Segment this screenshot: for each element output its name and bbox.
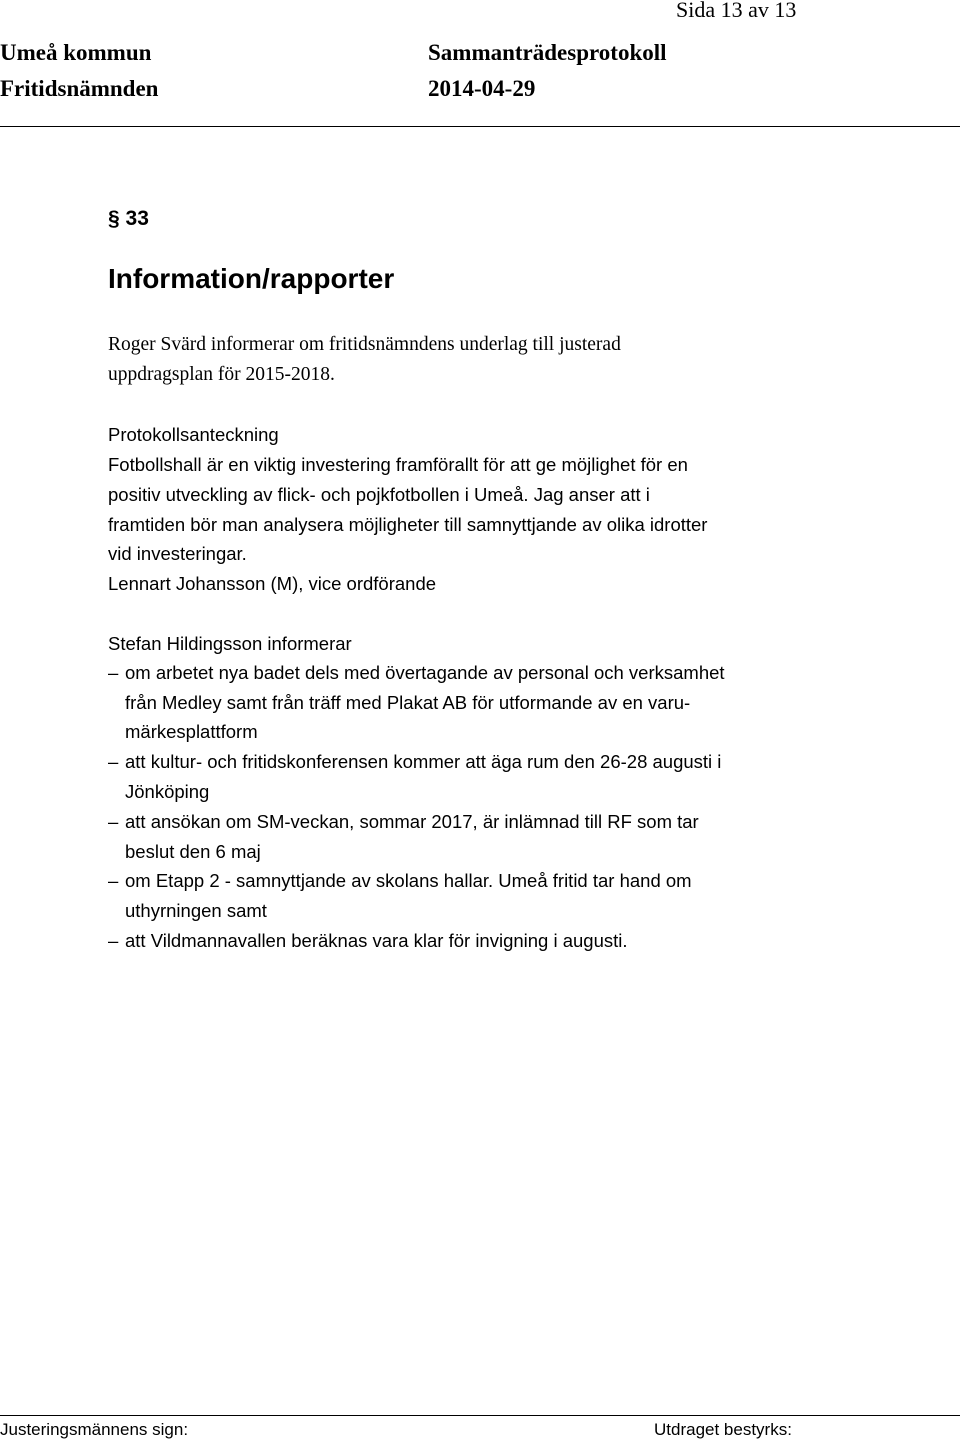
footer-certification-label: Utdraget bestyrks: [654, 1420, 792, 1439]
list-item-text: att kultur- och fritidskonferensen kommer att äga rum den 26-28 augusti i [125, 751, 722, 772]
list-item [108, 930, 628, 952]
section-number: § 33 [108, 207, 149, 230]
note-line: Fotbollshall är en viktig investering framförallt för att ge möjlighet för en [108, 454, 688, 475]
dash-marker: – [108, 662, 119, 683]
page-number: Sida 13 av 13 [676, 0, 797, 22]
document-type: Sammanträdesprotokoll [428, 40, 667, 65]
note-line: vid investeringar. [108, 543, 247, 564]
list-item [108, 662, 725, 684]
list-item-continuation: märkesplattform [125, 721, 258, 742]
dash-marker: – [108, 870, 119, 891]
list-item-text: om Etapp 2 - samnyttjande av skolans hallar. Umeå fritid tar hand om [125, 870, 692, 891]
dash-marker: – [108, 811, 119, 832]
board-name: Fritidsnämnden [0, 76, 159, 101]
organization-name: Umeå kommun [0, 40, 152, 65]
list-item [108, 811, 699, 833]
note-line: framtiden bör man analysera möjligheter till samnyttjande av olika idrotter [108, 514, 708, 535]
note-heading: Protokollsanteckning [108, 424, 279, 445]
note-line: positiv utveckling av flick- och pojkfotbollen i Umeå. Jag anser att i [108, 484, 650, 505]
list-item-text: att ansökan om SM-veckan, sommar 2017, är inlämnad till RF som tar [125, 811, 699, 832]
dash-marker: – [108, 751, 119, 772]
intro-line: Roger Svärd informerar om fritidsnämndens underlag till justerad [108, 334, 621, 355]
info-heading: Stefan Hildingsson informerar [108, 633, 352, 654]
list-item-text: om arbetet nya badet dels med övertagande av personal och verksamhet [125, 662, 725, 683]
header-divider [0, 126, 960, 127]
list-item-continuation: Jönköping [125, 781, 210, 802]
dash-marker: – [108, 930, 119, 951]
list-item-continuation: från Medley samt från träff med Plakat AB för utformande av en varu- [125, 692, 691, 713]
list-item-text: att Vildmannavallen beräknas vara klar för invigning i augusti. [125, 930, 628, 951]
note-signature: Lennart Johansson (M), vice ordförande [108, 573, 437, 594]
footer-signature-label: Justeringsmännens sign: [0, 1420, 189, 1439]
footer-divider [0, 1415, 960, 1416]
list-item [108, 870, 692, 892]
intro-line: uppdragsplan för 2015-2018. [108, 364, 335, 385]
meeting-date: 2014-04-29 [428, 76, 536, 101]
section-title: Information/rapporter [108, 263, 395, 294]
list-item [108, 751, 721, 773]
list-item-continuation: uthyrningen samt [125, 900, 267, 921]
list-item-continuation: beslut den 6 maj [125, 841, 261, 862]
